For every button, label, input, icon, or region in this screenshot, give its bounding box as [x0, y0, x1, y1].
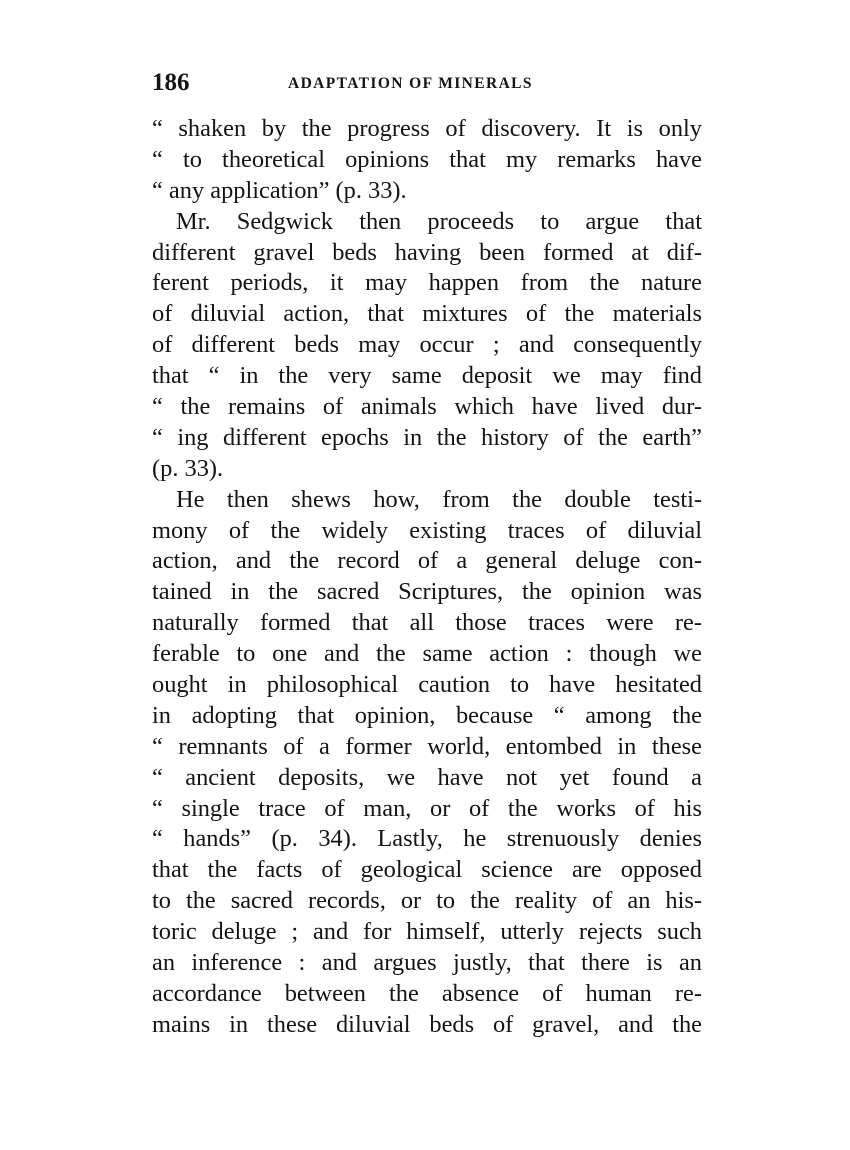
text-line: accordance between the absence of human re-: [152, 979, 702, 1007]
text-line: Mr. Sedgwick then proceeds to argue that: [176, 207, 702, 235]
text-line: toric deluge ; and for himself, utterly rejects such: [152, 918, 702, 946]
text-line: “ single trace of man, or of the works of his: [152, 794, 702, 822]
text-line: different gravel beds having been formed at dif-: [152, 238, 702, 266]
text-line: an inference : and argues justly, that there is an: [152, 949, 702, 977]
page-number: 186: [152, 69, 190, 96]
text-line: to the sacred records, or to the reality of an his-: [152, 887, 702, 915]
text-line: tained in the sacred Scriptures, the opinion was: [152, 578, 702, 606]
running-title: ADAPTATION OF MINERALS: [288, 75, 533, 92]
text-line: ferent periods, it may happen from the nature: [152, 269, 702, 297]
text-line: “ ancient deposits, we have not yet found a: [152, 763, 702, 791]
text-line: ought in philosophical caution to have hesitated: [152, 671, 702, 699]
text-line: naturally formed that all those traces were re-: [152, 609, 702, 637]
text-line: (p. 33).: [152, 454, 224, 482]
text-line: action, and the record of a general deluge con-: [152, 547, 702, 575]
text-line: ferable to one and the same action : though we: [152, 640, 702, 668]
text-line: of diluvial action, that mixtures of the materials: [152, 300, 702, 328]
text-line: He then shews how, from the double testi-: [176, 485, 702, 513]
text-line: “ remnants of a former world, entombed in these: [152, 732, 702, 760]
text-line: “ to theoretical opinions that my remarks have: [152, 145, 702, 173]
text-line: that “ in the very same deposit we may find: [152, 362, 702, 390]
text-line: mains in these diluvial beds of gravel, and the: [152, 1010, 702, 1038]
text-line: “ hands” (p. 34). Lastly, he strenuously denies: [152, 825, 702, 853]
text-line: “ the remains of animals which have lived dur-: [152, 393, 702, 421]
running-head: [152, 66, 712, 100]
text-line: in adopting that opinion, because “ among the: [152, 701, 702, 729]
body-text: [152, 114, 702, 1041]
text-line: “ ing different epochs in the history of the earth”: [152, 423, 702, 451]
text-line: “ any application” (p. 33).: [152, 176, 407, 204]
text-line: “ shaken by the progress of discovery. It is only: [152, 115, 702, 142]
text-line: mony of the widely existing traces of diluvial: [152, 516, 702, 544]
text-line: of different beds may occur ; and consequently: [152, 331, 702, 359]
text-line: that the facts of geological science are opposed: [152, 856, 702, 884]
